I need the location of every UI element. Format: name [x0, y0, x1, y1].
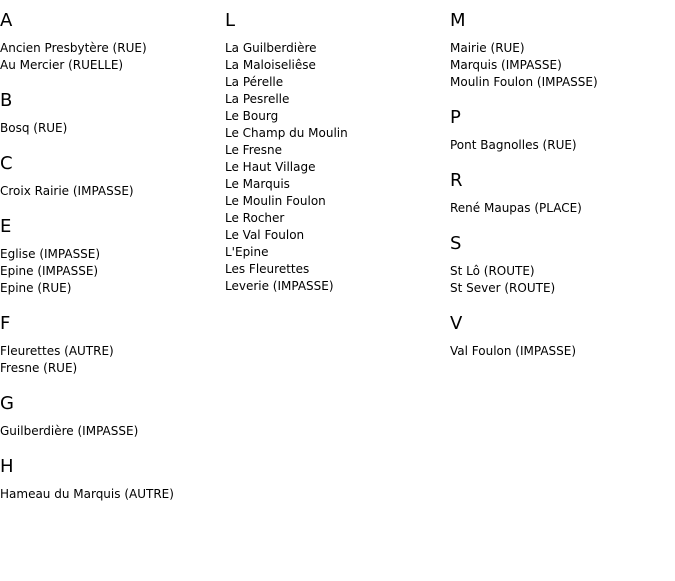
street-link[interactable]: La Guilberdière [225, 41, 317, 55]
street-link[interactable]: Au Mercier (RUELLE) [0, 58, 124, 72]
street-link[interactable]: Fresne (RUE) [0, 361, 78, 375]
street-link[interactable]: Le Val Foulon [225, 228, 305, 242]
street-link[interactable]: Le Fresne [225, 143, 282, 157]
letter-group-f [0, 313, 225, 377]
street-link[interactable]: Pont Bagnolles (RUE) [450, 138, 577, 152]
letter-group-p [450, 107, 675, 154]
street-link[interactable]: Bosq (RUE) [0, 121, 68, 135]
street-link[interactable]: Epine (RUE) [0, 281, 72, 295]
street-link[interactable]: L'Epine [225, 245, 269, 259]
street-link[interactable]: Hameau du Marquis (AUTRE) [0, 487, 174, 501]
street-link[interactable]: St Sever (ROUTE) [450, 281, 556, 295]
street-link[interactable]: Val Foulon (IMPASSE) [450, 344, 577, 358]
letter-heading: M [450, 10, 466, 31]
letter-group-b [0, 90, 225, 137]
street-link[interactable]: Marquis (IMPASSE) [450, 58, 562, 72]
street-link[interactable]: La Pesrelle [225, 92, 290, 106]
street-link[interactable]: Le Moulin Foulon [225, 194, 326, 208]
street-link[interactable]: La Maloiseliêse [225, 58, 316, 72]
street-link[interactable]: Les Fleurettes [225, 262, 310, 276]
letter-heading: R [450, 170, 463, 191]
street-link[interactable]: Guilberdière (IMPASSE) [0, 424, 139, 438]
letter-heading: P [450, 107, 461, 128]
street-link[interactable]: La Pérelle [225, 75, 284, 89]
letter-heading: A [0, 10, 13, 31]
street-link[interactable]: René Maupas (PLACE) [450, 201, 582, 215]
letter-group-m [450, 10, 675, 91]
letter-group-v [450, 313, 675, 360]
street-link[interactable]: Le Marquis [225, 177, 290, 191]
letter-heading: E [0, 216, 12, 237]
street-link[interactable]: Le Rocher [225, 211, 285, 225]
street-link[interactable]: Moulin Foulon (IMPASSE) [450, 75, 598, 89]
column-1 [0, 0, 225, 519]
street-link[interactable]: Mairie (RUE) [450, 41, 525, 55]
letter-group-h [0, 456, 225, 503]
street-link[interactable]: Le Bourg [225, 109, 279, 123]
letter-heading: F [0, 313, 11, 334]
street-link[interactable]: Eglise (IMPASSE) [0, 247, 101, 261]
street-link[interactable]: Le Haut Village [225, 160, 316, 174]
street-link[interactable]: Leverie (IMPASSE) [225, 279, 334, 293]
letter-group-c [0, 153, 225, 200]
letter-heading: H [0, 456, 14, 477]
street-link[interactable]: Epine (IMPASSE) [0, 264, 99, 278]
column-3 [450, 0, 675, 376]
letter-heading: L [225, 10, 236, 31]
letter-heading: V [450, 313, 463, 334]
street-link[interactable]: St Lô (ROUTE) [450, 264, 535, 278]
letter-group-a [0, 10, 225, 74]
letter-group-e [0, 216, 225, 297]
letter-heading: C [0, 153, 13, 174]
street-link[interactable]: Ancien Presbytère (RUE) [0, 41, 147, 55]
letter-group-s [450, 233, 675, 297]
letter-heading: G [0, 393, 14, 414]
letter-group-g [0, 393, 225, 440]
column-2 [225, 0, 450, 311]
street-link[interactable]: Le Champ du Moulin [225, 126, 348, 140]
letter-heading: B [0, 90, 13, 111]
street-link[interactable]: Fleurettes (AUTRE) [0, 344, 114, 358]
letter-heading: S [450, 233, 462, 254]
street-link[interactable]: Croix Rairie (IMPASSE) [0, 184, 134, 198]
letter-group-r [450, 170, 675, 217]
letter-group-l [225, 10, 450, 295]
